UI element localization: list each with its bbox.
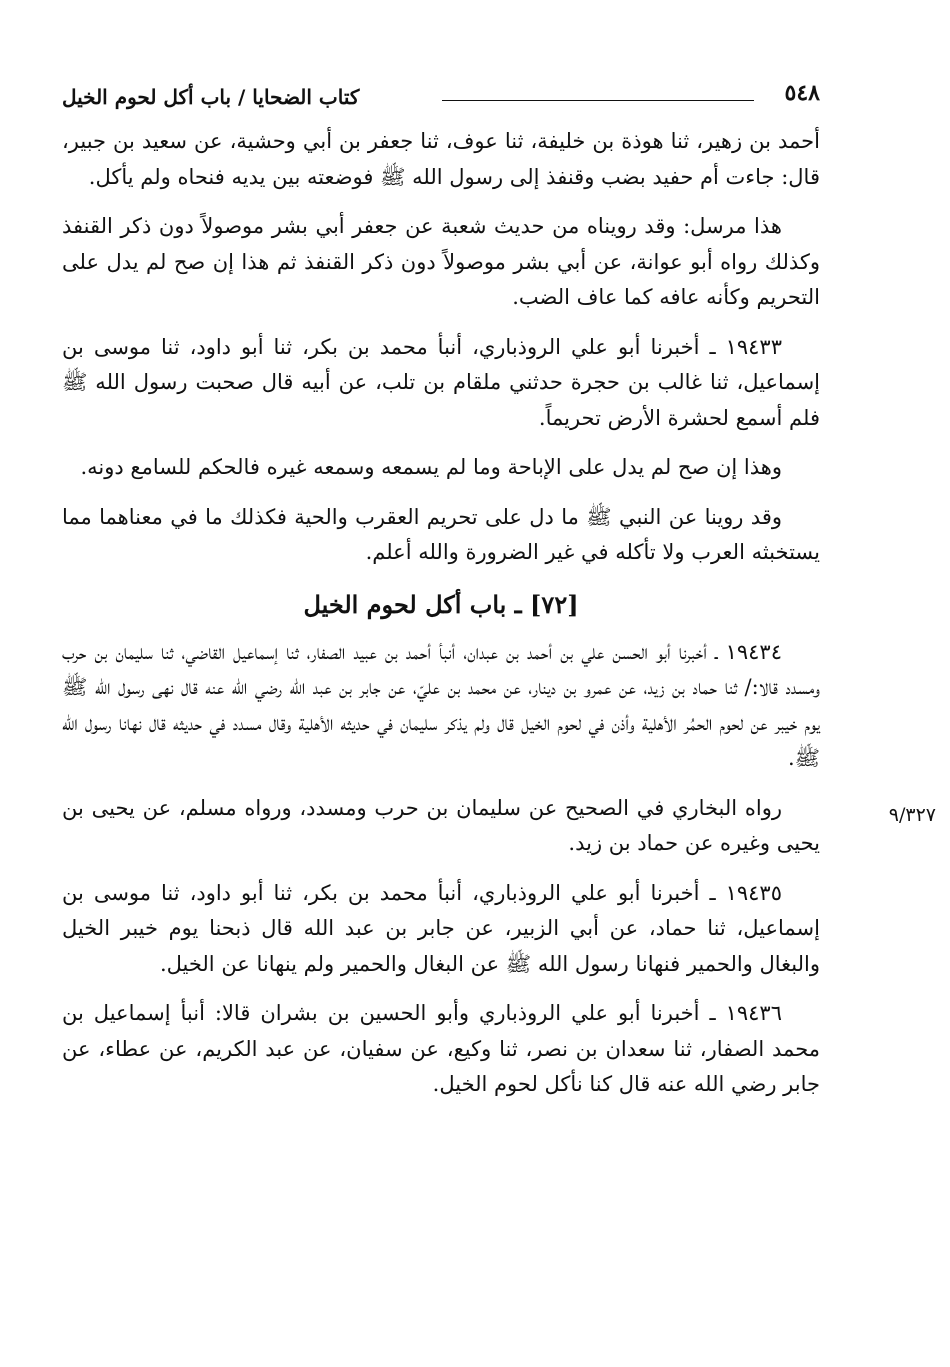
page-header [62,78,820,114]
paragraph: هذا مرسل: وقد رويناه من حديث شعبة عن جعفر أبي بشر موصولاً دون ذكر القنفذ وكذلك رواه أبو عوانة، عن أبي بشر موصولاً دون ذكر القنفذ ثم هذا إن صح لم يدل على التحريم وكأنه عافه كما عاف الضب. [62,214,820,309]
paragraph: وقد روينا عن النبي ﷺ ما دل على تحريم العقرب والحية فكذلك ما في معناهما مما يستخبثه العرب ولا تأكله في غير الضرورة والله أعلم. [62,504,820,564]
margin-reference: ٩/٣٢٧ [888,804,936,826]
paragraph: رواه البخاري في الصحيح عن سليمان بن حرب ومسدد، ورواه مسلم، عن يحيى بن يحيى وغيره عن حماد بن زيد. [62,795,820,855]
body-text [62,124,820,1117]
header-rule [442,100,754,101]
paragraph: وهذا إن صح لم يدل على الإباحة وما لم يسمعه وسمعه غيره فالحكم للسامع دونه. [80,455,782,479]
paragraph: ١٩٤٣٣ ـ أخبرنا أبو علي الروذباري، أنبأ محمد بن بكر، ثنا أبو داود، ثنا موسى بن إسماعيل، ثنا غالب بن حجرة حدثني ملقام بن تلب، عن أبيه قال صحبت رسول الله ﷺ فلم أسمع لحشرة الأرض تحريماً. [62,334,820,430]
page-number: ٥٤٨ [784,80,820,106]
paragraph: ١٩٤٣٤ ـ أخبرنا أبو الحسن علي بن أحمد بن عبدان، أنبأ أحمد بن عبيد الصفار، ثنا إسماعيل القاضي، ثنا سليمان بن حرب ومسدد قالا:/ ثنا حماد بن زيد، عن عمرو بن دينار، عن محمد بن عليّ، عن جابر بن عبد الله رضي الله عنه قال نهى رسول الله ﷺ يوم خيبر عن لحوم الحمُر الأهلية وأذن في لحوم الخيل قال ولم يذكر سليمان في حديثه الأهلية وقال مسدد في حديثه قال نهانا رسول الله ﷺ. [62,639,820,770]
paragraph: ١٩٤٣٥ ـ أخبرنا أبو علي الروذباري، أنبأ محمد بن بكر، ثنا أبو داود، ثنا موسى بن إسماعيل، ثنا حماد، عن أبي الزبير، عن جابر بن عبد الله قال ذبحنا يوم خيبر الخيل والبغال والحمير فنهانا رسول الله ﷺ عن البغال والحمير ولم ينهانا عن الخيل. [62,880,820,976]
chapter-heading: [٧٢] ـ باب أكل لحوم الخيل [303,589,579,619]
paragraph: أحمد بن زهير، ثنا هوذة بن خليفة، ثنا عوف، ثنا جعفر بن أبي وحشية، عن سعيد بن جبير، قال: جاءت أم حفيد بضب وقنفذ إلى رسول الله ﷺ فوضعته بين يديه فنحاه ولم يأكل. [62,129,820,189]
running-title: كتاب الضحايا / باب أكل لحوم الخيل [62,85,360,109]
paragraph: ١٩٤٣٦ ـ أخبرنا أبو علي الروذباري وأبو الحسين بن بشران قالا: أنبأ إسماعيل بن محمد الصفار، ثنا سعدان بن نصر، ثنا وكيع، عن سفيان، عن عبد الكريم، عن عطاء، عن جابر رضي الله عنه قال كنا نأكل لحوم الخيل. [62,1001,820,1096]
